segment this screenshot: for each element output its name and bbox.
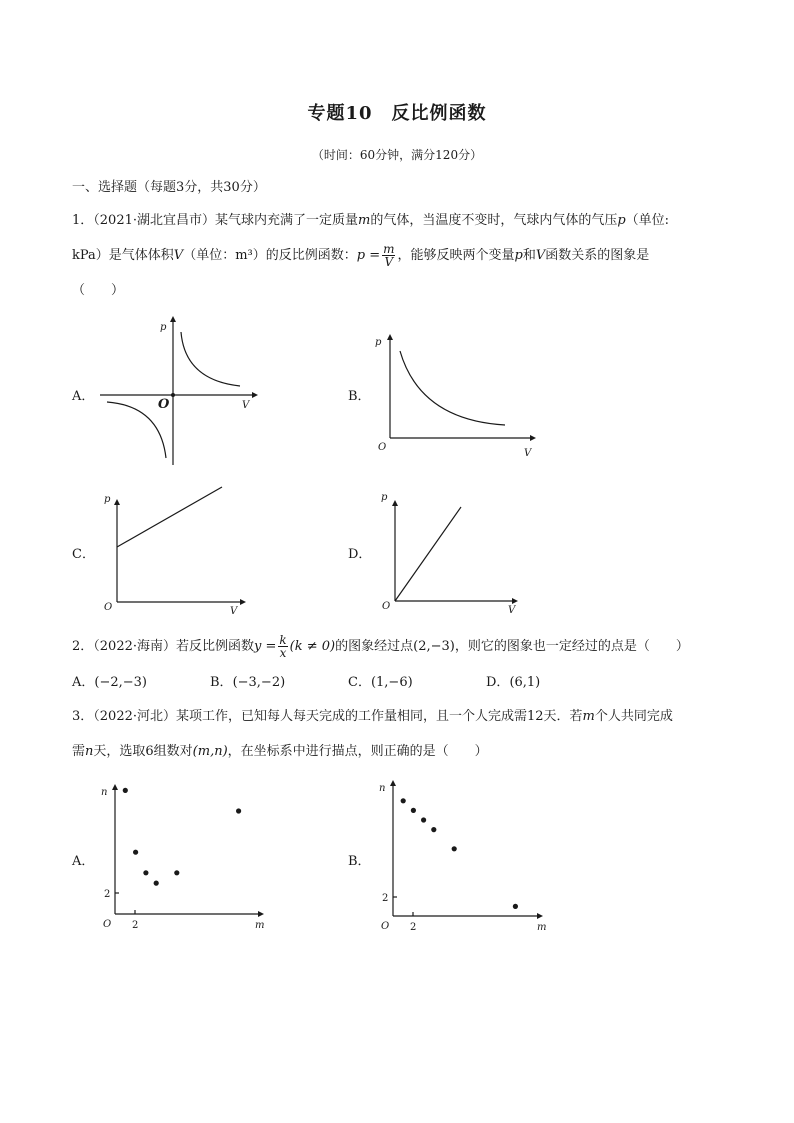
scatter-a-point bbox=[143, 870, 148, 875]
graph-b-v-label: V bbox=[524, 448, 532, 459]
scatter-a-m-label: m bbox=[255, 920, 265, 931]
scatter-a-x-tick-label: 2 bbox=[132, 920, 139, 931]
q2-choice-d: D．(6,1) bbox=[486, 675, 541, 690]
scatter-b-m-label: m bbox=[537, 922, 547, 933]
scatter-b-point bbox=[401, 798, 406, 803]
q1-option-b-label: B． bbox=[348, 389, 371, 404]
scatter-a-point bbox=[236, 808, 241, 813]
q1-answer-blank: （ ） bbox=[72, 283, 125, 298]
scatter-b-y-arrow bbox=[390, 780, 396, 786]
q2-choice-b: B．(−3,−2) bbox=[210, 675, 286, 690]
page-subtitle: （时间：60分钟，满分120分） bbox=[311, 148, 483, 162]
graph-c-o-label: O bbox=[104, 602, 113, 613]
scatter-b-point bbox=[411, 808, 416, 813]
q1-line2: kPa）是气体体积V（单位：m³）的反比例函数：p = $\frac{m}{V}$ ，能够反映两个变量p和V函数关系的图象是 bbox=[72, 242, 650, 269]
scatter-a-y-tick-label: 2 bbox=[104, 889, 111, 900]
q1-option-c-label: C． bbox=[72, 547, 95, 562]
scatter-a-n-label: n bbox=[101, 787, 108, 798]
scatter-a-o-label: O bbox=[103, 919, 112, 930]
scatter-b-point bbox=[513, 904, 518, 909]
q2-formula-fraction: $\frac{k}{x}$ bbox=[279, 633, 287, 660]
scatter-b-x-tick-label: 2 bbox=[410, 922, 417, 933]
q3-line2: 需n天，选取6组数对(m,n)，在坐标系中进行描点，则正确的是（ ） bbox=[72, 744, 488, 759]
graph-a-o-label: O bbox=[158, 397, 170, 412]
q3-option-b-label: B． bbox=[348, 854, 371, 869]
q2-choice-c: C．(1,−6) bbox=[348, 675, 413, 690]
scatter-b-point bbox=[421, 817, 426, 822]
scatter-b-y-tick-label: 2 bbox=[382, 893, 389, 904]
section-heading: 一、选择题（每题3分，共30分） bbox=[72, 180, 266, 195]
scatter-b-o-label: O bbox=[381, 921, 390, 932]
graph-b-o-label: O bbox=[378, 442, 387, 453]
scatter-a-y-arrow bbox=[112, 784, 118, 790]
graph-b-p-label: p bbox=[375, 337, 382, 348]
scatter-a-point bbox=[123, 788, 128, 793]
scatter-b-point bbox=[431, 827, 436, 832]
scatter-b-x-arrow bbox=[537, 913, 543, 919]
q3-option-a-label: A． bbox=[72, 854, 95, 869]
page-title: 专题10 反比例函数 bbox=[307, 103, 487, 124]
scatter-a-point bbox=[133, 850, 138, 855]
graph-d-v-label: V bbox=[508, 605, 516, 616]
graph-c-v-label: V bbox=[230, 606, 238, 617]
q3-line1: 3．（2022·河北）某项工作，已知每人每天完成的工作量相同，且一个人完成需12天．若m个人共同完成 bbox=[72, 709, 673, 724]
q1-line1: 1．（2021·湖北宜昌市）某气球内充满了一定质量m的气体，当温度不变时，气球内气体的气压p（单位: bbox=[72, 213, 670, 228]
q1-formula-fraction: $\frac{m}{V}$ bbox=[383, 242, 395, 269]
scatter-b-n-label: n bbox=[379, 783, 386, 794]
graph-a-p-label: p bbox=[160, 322, 167, 333]
graph-d-o-label: O bbox=[382, 601, 391, 612]
q2-line: 2．（2022·海南）若反比例函数y = $\frac{k}{x}$ (k ≠ 0)的图象经过点(2,−3)，则它的图象也一定经过的点是（ ） bbox=[72, 633, 689, 660]
q2-choice-a: A．(−2,−3) bbox=[72, 675, 147, 690]
q1-option-a-label: A． bbox=[72, 389, 95, 404]
scatter-a-point bbox=[174, 870, 179, 875]
scatter-a-point bbox=[154, 881, 159, 886]
graph-a-v-label: V bbox=[242, 400, 250, 411]
q1-option-d-label: D． bbox=[348, 547, 372, 562]
graph-d-p-label: p bbox=[381, 492, 388, 503]
scatter-a-x-arrow bbox=[258, 911, 264, 917]
graph-c-p-label: p bbox=[104, 494, 111, 505]
scatter-b-point bbox=[452, 846, 457, 851]
